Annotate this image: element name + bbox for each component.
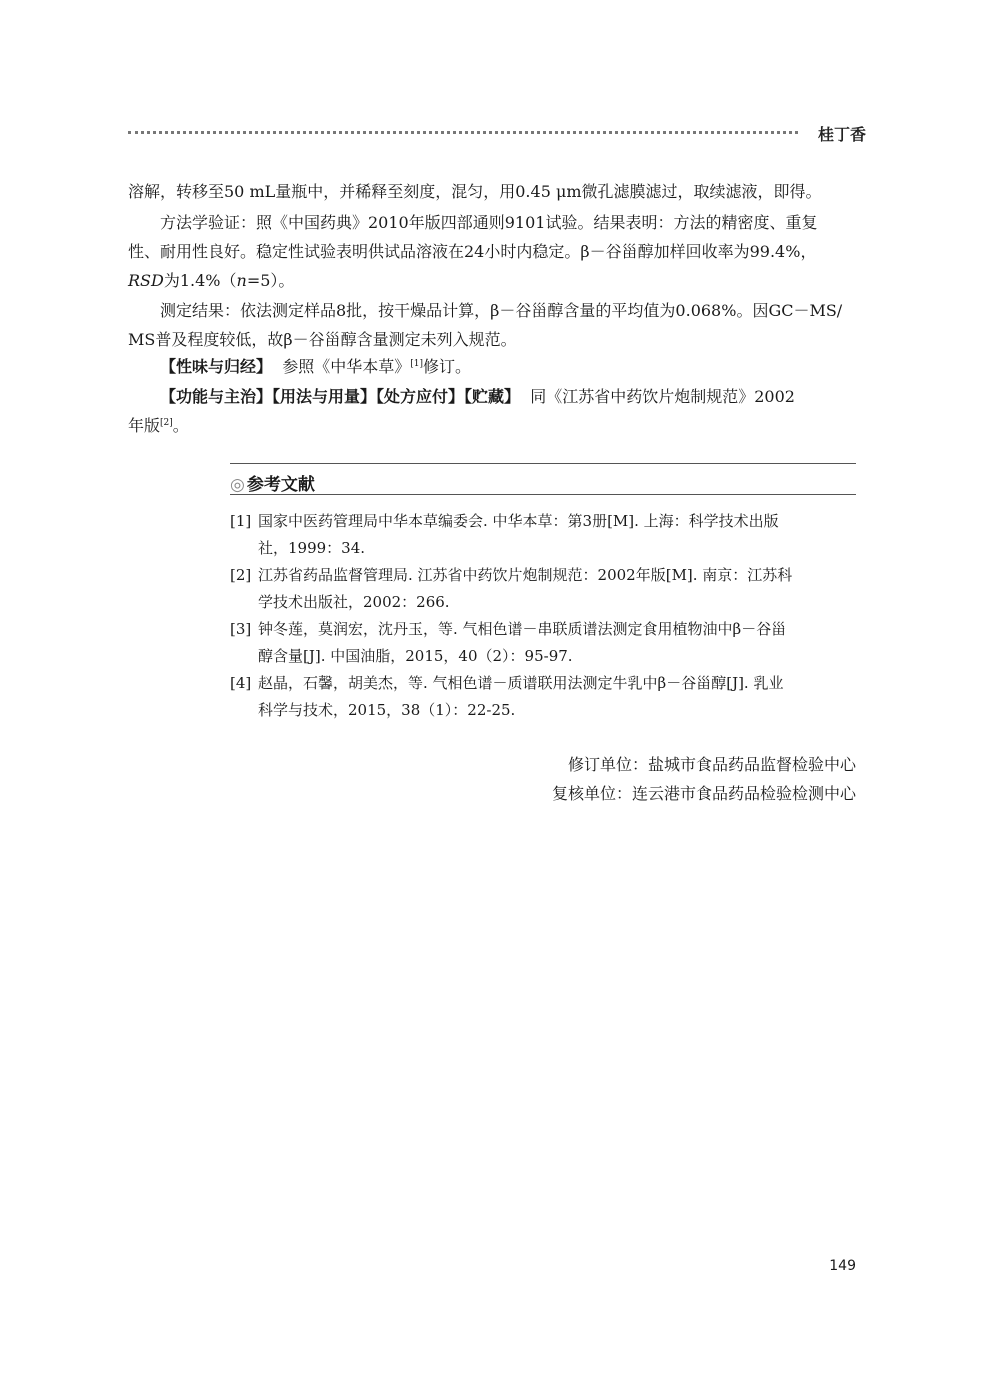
body-line-4 (128, 271, 856, 291)
section-text: 年版 (128, 416, 161, 435)
section-label-prescription: 【处方应付】 (376, 387, 465, 406)
reviewing-unit: 复核单位：连云港市食品药品检验检测中心 (551, 784, 856, 803)
references-bottom-rule (230, 494, 856, 495)
reference-number: [3] (230, 620, 252, 638)
section-label-usage: 【用法与用量】 (272, 387, 377, 406)
body-line-7 (160, 357, 856, 377)
section-text-end: 修订。 (422, 357, 471, 376)
reference-number: [1] (230, 512, 252, 530)
section-text: 参照《中华本草》 (282, 357, 411, 376)
n-symbol: n (236, 271, 247, 290)
reference-number: [4] (230, 674, 252, 692)
body-line-2: 方法学验证：照《中国药典》2010年版四部通则9101试验。结果表明：方法的精密度、重复 (160, 213, 818, 232)
reference-number: [2] (230, 566, 252, 584)
page-number: 149 (829, 1258, 856, 1274)
citation-1: [1] (410, 359, 423, 369)
body-line-8 (160, 387, 856, 407)
section-label-function: 【功能与主治】 (160, 387, 273, 406)
section-text: 同《江苏省中药饮片炮制规范》2002 (530, 387, 795, 406)
revising-unit: 修订单位：盐城市食品药品监督检验中心 (567, 755, 856, 774)
reference-line: 国家中医药管理局中华本草编委会. 中华本草：第3册[M]. 上海：科学技术出版 (258, 512, 779, 530)
body-line-6: MS普及程度较低，故β－谷甾醇含量测定未列入规范。 (128, 330, 517, 349)
body-line-1: 溶解，转移至50 mL量瓶中，并稀释至刻度，混匀，用0.45 μm微孔滤膜滤过，取续滤液，即得。 (128, 182, 822, 201)
references-heading-text: 参考文献 (246, 475, 315, 495)
reference-line: 社，1999：34. (258, 539, 366, 557)
rsd-symbol: RSD (128, 271, 164, 290)
reference-line: 江苏省药品监督管理局. 江苏省中药饮片炮制规范：2002年版[M]. 南京：江苏科 (258, 566, 793, 584)
reference-line: 醇含量[J]. 中国油脂，2015，40（2）：95-97. (258, 647, 573, 665)
section-label-storage: 【贮藏】 (464, 387, 521, 406)
n-value: =5）。 (246, 271, 295, 290)
references-top-rule (230, 463, 856, 464)
body-line-5: 测定结果：依法测定样品8批，按干燥品计算，β－谷甾醇含量的平均值为0.068%。因GC－MS/ (160, 301, 843, 320)
references-heading (230, 470, 315, 495)
body-line-9 (128, 416, 856, 436)
section-label-taste: 【性味与归经】 (160, 357, 273, 376)
circle-mark-icon: ◎ (230, 475, 245, 495)
reference-line: 科学与技术，2015，38（1）：22-25. (258, 701, 516, 719)
reference-line: 赵晶，石馨，胡美杰，等. 气相色谱－质谱联用法测定牛乳中β－谷甾醇[J]. 乳业 (258, 674, 784, 692)
running-header-title: 桂丁香 (817, 125, 866, 144)
citation-2: [2] (160, 418, 173, 428)
reference-line: 学技术出版社，2002：266. (258, 593, 450, 611)
header-dotted-rule (128, 131, 798, 134)
body-line-3: 性、耐用性良好。稳定性试验表明供试品溶液在24小时内稳定。β－谷甾醇加样回收率为99.4%， (128, 242, 817, 261)
section-text-end: 。 (172, 416, 189, 435)
reference-line: 钟冬莲，莫润宏，沈丹玉，等. 气相色谱－串联质谱法测定食用植物油中β－谷甾 (258, 620, 787, 638)
rsd-value: 为1.4%（ (163, 271, 237, 290)
